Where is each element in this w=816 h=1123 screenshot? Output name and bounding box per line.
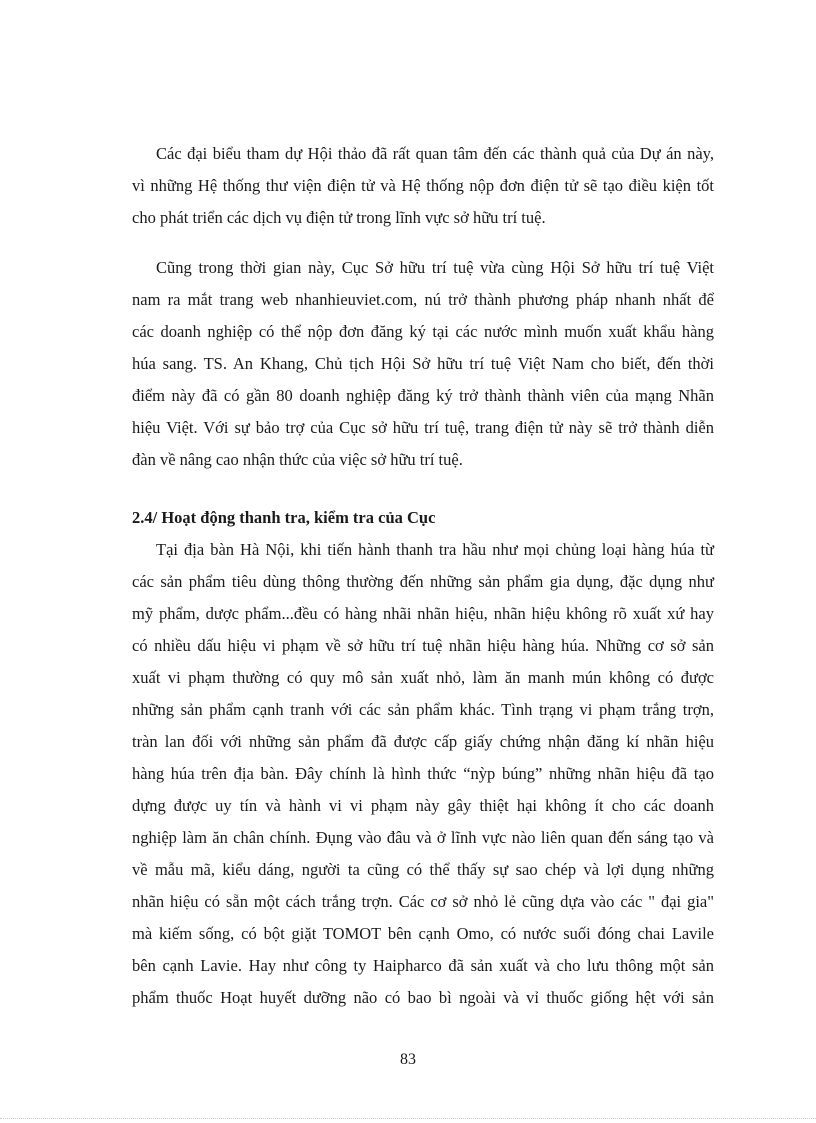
- text-line: có nhiều dấu hiệu vi phạm về sở hữu trí tuệ nhãn hiệu hàng húa. Những cơ sở sản: [132, 636, 714, 655]
- text-line: tràn lan đối với những sản phẩm đã được cấp giấy chứng nhận đăng kí nhãn hiệu: [132, 732, 714, 751]
- text-line: dựng được uy tín và hành vi vi phạm này gây thiệt hại không ít cho các doanh: [132, 796, 714, 815]
- paragraph-spacer: [132, 234, 714, 252]
- text-line: xuất vi phạm thường có quy mô sản xuất nhỏ, làm ăn manh mún không có được: [132, 668, 714, 687]
- text-line: vì những Hệ thống thư viện điện tử và Hệ thống nộp đơn điện tử sẽ tạo điều kiện tốt: [132, 176, 714, 195]
- paragraph-spacer: [132, 476, 714, 494]
- paragraph-2: [132, 252, 714, 476]
- text-line: các sản phẩm tiêu dùng thông thường đến những sản phẩm gia dụng, đặc dụng như: [132, 572, 714, 591]
- text-line: Cũng trong thời gian này, Cục Sở hữu trí tuệ vừa cùng Hội Sở hữu trí tuệ Việt: [156, 258, 714, 277]
- text-line: bên cạnh Lavie. Hay như công ty Haipharco đã sản xuất và cho lưu thông một sản: [132, 956, 714, 975]
- text-line: các doanh nghiệp có thể nộp đơn đăng ký tại các nước mình muốn xuất khẩu hàng: [132, 322, 714, 341]
- text-line: phẩm thuốc Hoạt huyết dưỡng não có bao bì ngoài và vỉ thuốc giống hệt với sản: [132, 988, 714, 1007]
- text-line: Các đại biểu tham dự Hội thảo đã rất quan tâm đến các thành quả của Dự án này,: [156, 144, 714, 163]
- text-line: Tại địa bàn Hà Nội, khi tiến hành thanh tra hầu như mọi chủng loại hàng húa từ: [156, 540, 714, 559]
- page-body: [132, 138, 714, 1014]
- section-heading: 2.4/ Hoạt động thanh tra, kiểm tra của Cục: [132, 508, 436, 527]
- text-line: nhãn hiệu có sẵn một cách trắng trợn. Các cơ sở nhỏ lẻ cũng dựa vào các " đại gia": [132, 892, 714, 911]
- text-line: những sản phẩm cạnh tranh với các sản phẩm khác. Tình trạng vi phạm trắng trợn,: [132, 700, 714, 719]
- text-line: nghiệp làm ăn chân chính. Đụng vào đâu và ở lĩnh vực nào liên quan đến sáng tạo và: [132, 828, 714, 847]
- text-line: húa sang. TS. An Khang, Chủ tịch Hội Sở hữu trí tuệ Việt Nam cho biết, đến thời: [132, 354, 714, 373]
- text-line: hàng húa trên địa bàn. Đây chính là hình thức “nỳp búng” những nhãn hiệu đã tạo: [132, 764, 714, 783]
- text-line: mà kiếm sống, có bột giặt TOMOT bên cạnh Omo, có nước suối đóng chai Lavile: [132, 924, 714, 943]
- page-bottom-divider: [0, 1118, 816, 1119]
- paragraph-1: [132, 138, 714, 234]
- text-line: hiệu Việt. Với sự bảo trợ của Cục sở hữu trí tuệ, trang điện tử này sẽ trở thành diễn: [132, 418, 714, 437]
- text-line: về mẫu mã, kiểu dáng, người ta cũng có thể thấy sự sao chép và lợi dụng những: [132, 860, 714, 879]
- section-paragraph: [132, 534, 714, 1014]
- page-number: 83: [400, 1051, 416, 1068]
- text-line: nam ra mắt trang web nhanhieuviet.com, nú trở thành phương pháp nhanh nhất để: [132, 290, 714, 309]
- text-line: điểm này đã có gần 80 doanh nghiệp đăng ký trở thành thành viên của mạng Nhãn: [132, 386, 714, 405]
- text-line: đàn về nâng cao nhận thức của việc sở hữu trí tuệ.: [132, 450, 463, 469]
- text-line: cho phát triển các dịch vụ điện tử trong lĩnh vực sở hữu trí tuệ.: [132, 208, 546, 227]
- text-line: mỹ phẩm, dược phẩm...đều có hàng nhãi nhãn hiệu, nhãn hiệu không rõ xuất xứ hay: [132, 604, 714, 623]
